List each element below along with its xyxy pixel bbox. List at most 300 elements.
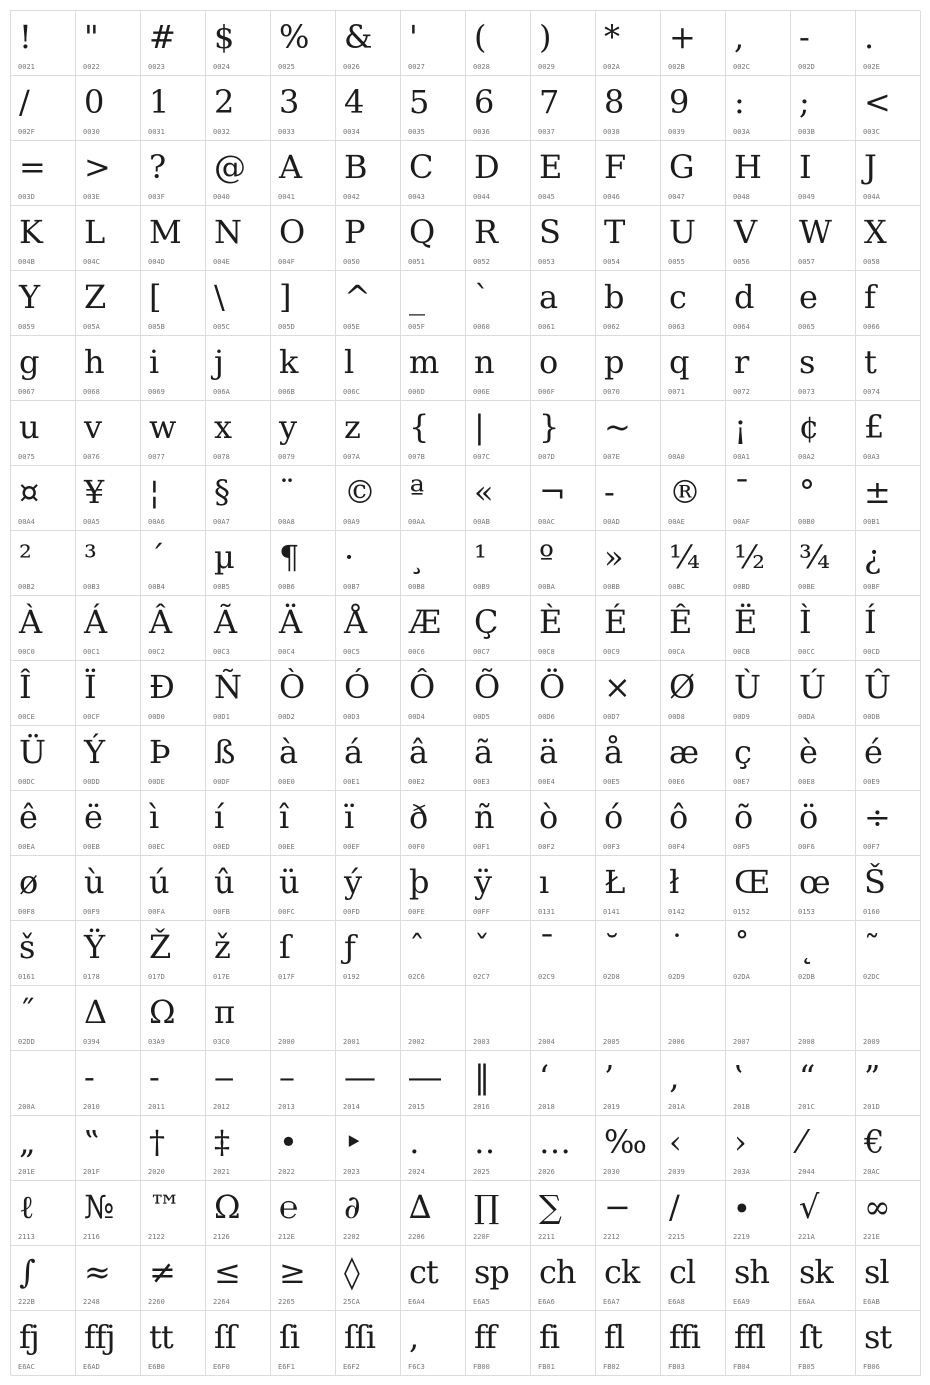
glyph-cell [791, 141, 856, 206]
glyph-cell [466, 11, 531, 76]
glyph-char: © [344, 473, 375, 511]
glyph-char: p [604, 343, 624, 381]
glyph-cell [661, 531, 726, 596]
glyph-char: z [344, 408, 360, 446]
glyph-cell [141, 1246, 206, 1311]
glyph-char: n [474, 343, 494, 381]
glyph-codepoint: 2202 [343, 1233, 360, 1241]
glyph-cell [206, 531, 271, 596]
glyph-codepoint: 2000 [278, 1038, 295, 1046]
glyph-cell [726, 661, 791, 726]
glyph-char: ž [214, 928, 230, 966]
glyph-codepoint: 2206 [408, 1233, 425, 1241]
glyph-codepoint: 0025 [278, 63, 295, 71]
glyph-codepoint: 00AA [408, 518, 425, 526]
glyph-cell [141, 986, 206, 1051]
glyph-codepoint: 0051 [408, 258, 425, 266]
glyph-char: ≤ [214, 1253, 240, 1291]
glyph-cell [856, 141, 921, 206]
glyph-cell [11, 661, 76, 726]
glyph-char: ‣ [344, 1123, 362, 1161]
glyph-cell [531, 336, 596, 401]
glyph-cell [791, 661, 856, 726]
glyph-cell [336, 466, 401, 531]
glyph-char: € [864, 1123, 884, 1161]
glyph-cell [726, 856, 791, 921]
glyph-cell [791, 336, 856, 401]
glyph-cell [11, 856, 76, 921]
glyph-codepoint: 00A1 [733, 453, 750, 461]
glyph-char: ’ [604, 1058, 614, 1096]
glyph-codepoint: 2001 [343, 1038, 360, 1046]
glyph-char: d [734, 278, 754, 316]
glyph-cell [76, 206, 141, 271]
glyph-codepoint: 0131 [538, 908, 555, 916]
glyph-codepoint: 00D4 [408, 713, 425, 721]
glyph-cell [336, 661, 401, 726]
glyph-codepoint: 00E3 [473, 778, 490, 786]
glyph-cell [271, 1246, 336, 1311]
glyph-cell [76, 1246, 141, 1311]
glyph-cell [11, 1181, 76, 1246]
glyph-char: ô [669, 798, 688, 836]
glyph-codepoint: 00A0 [668, 453, 685, 461]
glyph-char: v [84, 408, 102, 446]
glyph-codepoint: 005F [408, 323, 425, 331]
glyph-cell [76, 336, 141, 401]
glyph-codepoint: 00C2 [148, 648, 165, 656]
glyph-codepoint: 0040 [213, 193, 230, 201]
glyph-codepoint: 0041 [278, 193, 295, 201]
glyph-char: § [214, 473, 229, 511]
glyph-codepoint: 00D2 [278, 713, 295, 721]
glyph-codepoint: 00F7 [863, 843, 880, 851]
glyph-codepoint: 2022 [278, 1168, 295, 1176]
glyph-codepoint: 00E8 [798, 778, 815, 786]
glyph-codepoint: 00FC [278, 908, 295, 916]
glyph-cell [141, 271, 206, 336]
glyph-codepoint: 02C6 [408, 973, 425, 981]
glyph-cell [726, 1181, 791, 1246]
glyph-char: ì [149, 798, 159, 836]
glyph-codepoint: F6C3 [408, 1363, 425, 1371]
glyph-char: Ð [149, 668, 174, 706]
glyph-codepoint: 006E [473, 388, 490, 396]
glyph-cell [596, 206, 661, 271]
glyph-char: l [344, 343, 354, 381]
glyph-cell [76, 1116, 141, 1181]
glyph-char: ) [539, 18, 551, 56]
glyph-cell [856, 336, 921, 401]
glyph-codepoint: 03A9 [148, 1038, 165, 1046]
glyph-cell [271, 206, 336, 271]
glyph-codepoint: 201A [668, 1103, 685, 1111]
glyph-cell [466, 596, 531, 661]
glyph-char: 4 [344, 83, 364, 121]
glyph-codepoint: 00BB [603, 583, 620, 591]
glyph-char: : [734, 83, 744, 121]
glyph-codepoint: FB05 [798, 1363, 815, 1371]
glyph-codepoint: 20AC [863, 1168, 880, 1176]
glyph-char: Û [864, 668, 890, 706]
glyph-codepoint: 007A [343, 453, 360, 461]
glyph-cell [726, 466, 791, 531]
glyph-cell [401, 271, 466, 336]
glyph-char: q [669, 343, 689, 381]
glyph-cell [206, 726, 271, 791]
glyph-cell [596, 336, 661, 401]
glyph-cell [206, 141, 271, 206]
glyph-cell [206, 336, 271, 401]
glyph-char: Ã [214, 603, 237, 641]
glyph-codepoint: 2260 [148, 1298, 165, 1306]
glyph-char: ` [474, 278, 489, 316]
glyph-cell [11, 726, 76, 791]
glyph-cell [141, 466, 206, 531]
glyph-char: ∙ [734, 1188, 749, 1226]
glyph-cell [596, 76, 661, 141]
glyph-codepoint: 00A4 [18, 518, 35, 526]
glyph-codepoint: E6A8 [668, 1298, 685, 1306]
glyph-codepoint: 0043 [408, 193, 425, 201]
glyph-char: ‘ [539, 1058, 549, 1096]
glyph-cell [11, 986, 76, 1051]
glyph-char: k [279, 343, 298, 381]
glyph-codepoint: 2019 [603, 1103, 620, 1111]
glyph-codepoint: 0053 [538, 258, 555, 266]
glyph-codepoint: 00E0 [278, 778, 295, 786]
glyph-cell [271, 596, 336, 661]
glyph-char: Ù [734, 668, 760, 706]
glyph-char: " [84, 18, 98, 56]
glyph-char: ℮ [279, 1188, 298, 1226]
glyph-char: ± [864, 473, 890, 511]
glyph-codepoint: 00E6 [668, 778, 685, 786]
glyph-char: ≠ [149, 1253, 175, 1291]
glyph-codepoint: 0160 [863, 908, 880, 916]
glyph-cell [206, 1181, 271, 1246]
glyph-char: x [214, 408, 232, 446]
glyph-cell [141, 336, 206, 401]
glyph-char: ( [474, 18, 486, 56]
glyph-codepoint: 00BD [733, 583, 750, 591]
glyph-char: ™ [149, 1188, 180, 1226]
glyph-codepoint: 0141 [603, 908, 620, 916]
glyph-char: $ [214, 18, 234, 56]
glyph-codepoint: 00B6 [278, 583, 295, 591]
glyph-cell [336, 986, 401, 1051]
glyph-codepoint: 00DB [863, 713, 880, 721]
glyph-char: £ [864, 408, 884, 446]
glyph-cell [791, 206, 856, 271]
glyph-codepoint: 006C [343, 388, 360, 396]
glyph-cell [11, 596, 76, 661]
glyph-char: — [344, 1058, 375, 1096]
glyph-char: Ø [669, 668, 695, 706]
glyph-char: √ [799, 1188, 819, 1226]
glyph-codepoint: 00A3 [863, 453, 880, 461]
glyph-codepoint: 005D [278, 323, 295, 331]
glyph-codepoint: 0021 [18, 63, 35, 71]
glyph-cell [141, 1181, 206, 1246]
glyph-cell [76, 921, 141, 986]
glyph-char: * [604, 18, 619, 56]
glyph-codepoint: 2008 [798, 1038, 815, 1046]
glyph-cell [401, 206, 466, 271]
glyph-cell [11, 336, 76, 401]
glyph-char: È [539, 603, 562, 641]
glyph-codepoint: 2211 [538, 1233, 555, 1241]
glyph-codepoint: 00B7 [343, 583, 360, 591]
glyph-char: ∫ [19, 1253, 35, 1291]
glyph-cell [791, 1181, 856, 1246]
glyph-cell [661, 596, 726, 661]
glyph-char: № [84, 1188, 114, 1226]
glyph-cell [76, 791, 141, 856]
glyph-cell [141, 1051, 206, 1116]
glyph-char: s [799, 343, 815, 381]
glyph-codepoint: 0037 [538, 128, 555, 136]
glyph-cell [271, 856, 336, 921]
glyph-codepoint: 0055 [668, 258, 685, 266]
glyph-char: » [604, 538, 623, 576]
glyph-codepoint: 00EC [148, 843, 165, 851]
glyph-char: ! [19, 18, 31, 56]
glyph-cell [856, 986, 921, 1051]
glyph-cell [336, 726, 401, 791]
glyph-char: ¼ [669, 538, 700, 576]
glyph-cell [791, 791, 856, 856]
glyph-char: æ [669, 733, 699, 771]
glyph-codepoint: 002C [733, 63, 750, 71]
glyph-cell [76, 466, 141, 531]
glyph-codepoint: 2113 [18, 1233, 35, 1241]
glyph-codepoint: 0071 [668, 388, 685, 396]
glyph-cell [856, 271, 921, 336]
glyph-codepoint: 2039 [668, 1168, 685, 1176]
glyph-char: ¿ [864, 538, 881, 576]
glyph-cell [596, 271, 661, 336]
glyph-codepoint: E6B0 [148, 1363, 165, 1371]
glyph-char: I [799, 148, 811, 186]
glyph-codepoint: 00B3 [83, 583, 100, 591]
glyph-char: ] [279, 278, 291, 316]
glyph-codepoint: 0059 [18, 323, 35, 331]
glyph-char: ∆ [409, 1188, 431, 1226]
glyph-char: à [279, 733, 298, 771]
glyph-char: fl [604, 1318, 625, 1356]
glyph-char: T [604, 213, 625, 251]
glyph-cell [531, 531, 596, 596]
glyph-char: ſ [279, 928, 290, 966]
glyph-char: × [604, 668, 630, 706]
glyph-char: ◊ [344, 1253, 359, 1291]
glyph-char: ñ [474, 798, 494, 836]
glyph-char: , [409, 1318, 419, 1356]
glyph-char: ffj [84, 1318, 115, 1356]
glyph-cell [11, 1051, 76, 1116]
glyph-char: 3 [279, 83, 299, 121]
glyph-char: ” [864, 1058, 880, 1096]
glyph-char: ' [409, 18, 417, 56]
glyph-codepoint: FB04 [733, 1363, 750, 1371]
glyph-cell [76, 76, 141, 141]
glyph-codepoint: E6AA [798, 1298, 815, 1306]
glyph-char: Þ [149, 733, 170, 771]
glyph-char: R [474, 213, 498, 251]
glyph-codepoint: 0023 [148, 63, 165, 71]
glyph-codepoint: 0035 [408, 128, 425, 136]
glyph-char: Q [409, 213, 435, 251]
glyph-cell [271, 1311, 336, 1376]
glyph-codepoint: 2265 [278, 1298, 295, 1306]
glyph-codepoint: 0034 [343, 128, 360, 136]
glyph-char: O [279, 213, 305, 251]
glyph-cell [141, 141, 206, 206]
glyph-cell [726, 986, 791, 1051]
glyph-char: S [539, 213, 560, 251]
glyph-cell [726, 531, 791, 596]
glyph-cell [661, 1051, 726, 1116]
glyph-codepoint: 003B [798, 128, 815, 136]
glyph-char: ‰ [604, 1123, 646, 1161]
glyph-codepoint: 2030 [603, 1168, 620, 1176]
glyph-char: X [864, 213, 886, 251]
glyph-cell [661, 336, 726, 401]
glyph-codepoint: 00AF [733, 518, 750, 526]
glyph-char: ¸ [409, 538, 424, 576]
glyph-char: m [409, 343, 439, 381]
glyph-char: ck [604, 1253, 640, 1291]
glyph-codepoint: 02D9 [668, 973, 685, 981]
glyph-cell [401, 661, 466, 726]
glyph-cell [531, 1116, 596, 1181]
glyph-char: W [799, 213, 831, 251]
glyph-codepoint: 0030 [83, 128, 100, 136]
glyph-cell [271, 1051, 336, 1116]
glyph-cell [336, 11, 401, 76]
glyph-cell [531, 1311, 596, 1376]
glyph-codepoint: 02D8 [603, 973, 620, 981]
glyph-cell [336, 1311, 401, 1376]
glyph-codepoint: 00ED [213, 843, 230, 851]
glyph-cell [791, 856, 856, 921]
glyph-char: h [84, 343, 104, 381]
glyph-cell [401, 1311, 466, 1376]
glyph-cell [856, 206, 921, 271]
glyph-cell [856, 856, 921, 921]
glyph-char: ? [149, 148, 166, 186]
glyph-cell [531, 986, 596, 1051]
glyph-codepoint: 0058 [863, 258, 880, 266]
glyph-codepoint: 2010 [83, 1103, 100, 1111]
glyph-cell [726, 271, 791, 336]
glyph-codepoint: 017F [278, 973, 295, 981]
glyph-codepoint: 0066 [863, 323, 880, 331]
glyph-codepoint: 0050 [343, 258, 360, 266]
glyph-char: ․ [409, 1123, 419, 1161]
glyph-codepoint: 2007 [733, 1038, 750, 1046]
glyph-cell [661, 271, 726, 336]
glyph-char: ° [799, 473, 814, 511]
glyph-char: ß [214, 733, 235, 771]
glyph-char: À [19, 603, 42, 641]
glyph-char: ſt [799, 1318, 822, 1356]
glyph-char: ffl [734, 1318, 765, 1356]
glyph-cell [466, 271, 531, 336]
glyph-char: Ž [149, 928, 171, 966]
glyph-cell [531, 1246, 596, 1311]
glyph-char: D [474, 148, 499, 186]
glyph-cell [76, 726, 141, 791]
glyph-char: Ò [279, 668, 305, 706]
glyph-codepoint: 00CF [83, 713, 100, 721]
glyph-cell [141, 726, 206, 791]
glyph-codepoint: 0394 [83, 1038, 100, 1046]
glyph-cell [401, 596, 466, 661]
glyph-cell [271, 1116, 336, 1181]
glyph-char: ‟ [84, 1123, 100, 1161]
glyph-char: U [669, 213, 695, 251]
glyph-char: - [799, 18, 809, 56]
glyph-char: j [214, 343, 223, 381]
glyph-codepoint: 00BE [798, 583, 815, 591]
glyph-char: ffi [669, 1318, 700, 1356]
glyph-codepoint: 0062 [603, 323, 620, 331]
glyph-char: – [279, 1058, 294, 1096]
glyph-char: ~ [604, 408, 630, 446]
glyph-cell [76, 531, 141, 596]
glyph-codepoint: 2024 [408, 1168, 425, 1176]
glyph-char: Δ [84, 993, 107, 1031]
glyph-cell [596, 401, 661, 466]
glyph-char: ſſ [214, 1318, 236, 1356]
glyph-cell [726, 596, 791, 661]
glyph-char: ê [19, 798, 37, 836]
glyph-cell [141, 1116, 206, 1181]
glyph-cell [206, 271, 271, 336]
glyph-cell [596, 1246, 661, 1311]
glyph-cell [206, 986, 271, 1051]
glyph-char: 2 [214, 83, 234, 121]
glyph-char: @ [214, 148, 245, 186]
glyph-codepoint: 2219 [733, 1233, 750, 1241]
glyph-cell [11, 921, 76, 986]
glyph-cell [661, 401, 726, 466]
glyph-codepoint: 0067 [18, 388, 35, 396]
glyph-codepoint: 02DC [863, 973, 880, 981]
glyph-char: sh [734, 1253, 770, 1291]
glyph-cell [11, 1116, 76, 1181]
glyph-cell [271, 531, 336, 596]
glyph-char: ¦ [149, 473, 159, 511]
glyph-codepoint: 212E [278, 1233, 295, 1241]
glyph-codepoint: 0028 [473, 63, 490, 71]
glyph-char: ½ [734, 538, 765, 576]
glyph-cell [856, 76, 921, 141]
glyph-cell [596, 141, 661, 206]
glyph-codepoint: 00DC [18, 778, 35, 786]
glyph-char: i [149, 343, 159, 381]
glyph-codepoint: 03C0 [213, 1038, 230, 1046]
glyph-char: ∑ [539, 1188, 561, 1226]
glyph-codepoint: 00B2 [18, 583, 35, 591]
glyph-char: ℓ [19, 1188, 34, 1226]
glyph-codepoint: 00A6 [148, 518, 165, 526]
glyph-cell [401, 76, 466, 141]
glyph-codepoint: 0033 [278, 128, 295, 136]
glyph-codepoint: 00BF [863, 583, 880, 591]
